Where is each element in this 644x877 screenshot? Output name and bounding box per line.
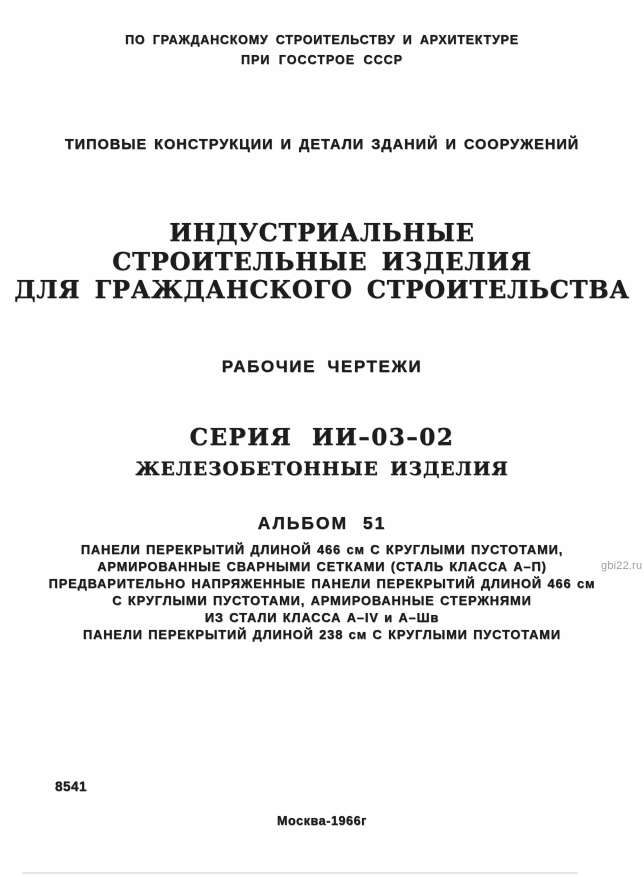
organization-header-line2: ПРИ ГОССТРОЕ СССР	[241, 53, 403, 67]
imprint-city-year: Москва-1966г	[277, 814, 367, 828]
document-title	[0, 219, 644, 305]
document-title-line3: ДЛЯ ГРАЖДАНСКОГО СТРОИТЕЛЬСТВА	[14, 275, 630, 304]
album-contents-line2: АРМИРОВАННЫЕ СВАРНЫМИ СЕТКАМИ (СТАЛЬ КЛАССА А–П)	[97, 559, 547, 574]
order-number: 8541	[55, 779, 88, 794]
album-number-heading: АЛЬБОМ 51	[257, 513, 387, 533]
subtitle-working-drawings: РАБОЧИЕ ЧЕРТЕЖИ	[221, 357, 423, 376]
album-contents	[0, 541, 644, 643]
scan-edge-artifact	[22, 872, 578, 874]
album-contents-line4: С КРУГЛЫМИ ПУСТОТАМИ, АРМИРОВАННЫЕ СТЕРЖНЯМИ	[112, 593, 532, 608]
organization-header-line1: ПО ГРАЖДАНСКОМУ СТРОИТЕЛЬСТВУ И АРХИТЕКТУРЕ	[125, 33, 519, 47]
document-title-line2: СТРОИТЕЛЬНЫЕ ИЗДЕЛИЯ	[112, 246, 532, 276]
album-contents-line3: ПРЕДВАРИТЕЛЬНО НАПРЯЖЕННЫЕ ПАНЕЛИ ПЕРЕКРЫТИЙ ДЛИНОЙ 466 см	[48, 576, 596, 591]
document-title-line1: ИНДУСТРИАЛЬНЫЕ	[169, 218, 475, 247]
album-contents-line6: ПАНЕЛИ ПЕРЕКРЫТИЙ ДЛИНОЙ 238 см С КРУГЛЫМИ ПУСТОТАМИ	[83, 627, 561, 642]
album-contents-line5: ИЗ СТАЛИ КЛАССА А–IV и А–Шв	[204, 610, 440, 625]
series-name: ЖЕЛЕЗОБЕТОННЫЕ ИЗДЕЛИЯ	[135, 459, 509, 480]
document-type-heading: ТИПОВЫЕ КОНСТРУКЦИИ И ДЕТАЛИ ЗДАНИЙ И СООРУЖЕНИЙ	[64, 137, 580, 153]
series-code: СЕРИЯ ИИ–03–02	[189, 424, 455, 451]
album-contents-line1: ПАНЕЛИ ПЕРЕКРЫТИЙ ДЛИНОЙ 466 см С КРУГЛЫМИ ПУСТОТАМИ,	[80, 542, 564, 557]
site-watermark: gbi22.ru	[601, 560, 643, 572]
